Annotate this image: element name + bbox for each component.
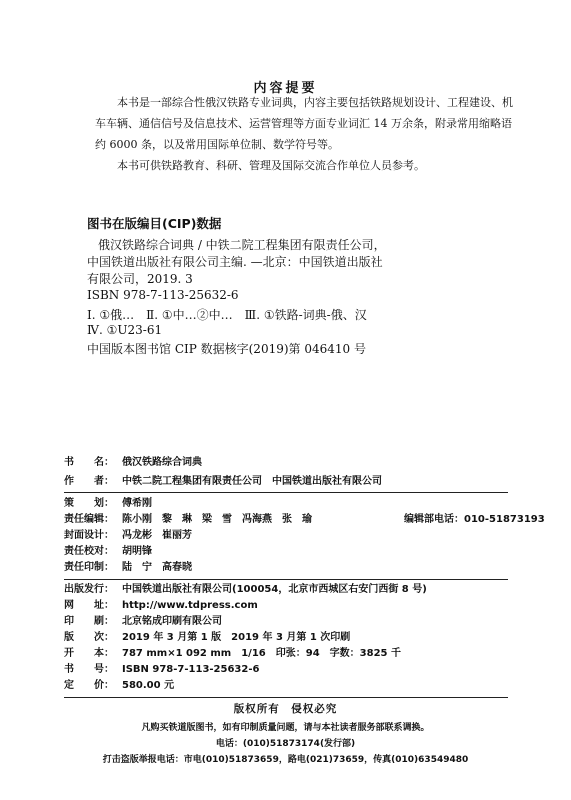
credit-label: 策 划： [64, 498, 114, 509]
credit-label: 定 价： [64, 680, 114, 691]
intro-title: 内容提要 [253, 81, 318, 96]
credit-label: 责任编辑： [64, 514, 114, 525]
credit-value: http://www.tdpress.com [122, 600, 258, 611]
credit-label: 责任印制： [64, 562, 114, 573]
credit-label: 责任校对： [64, 546, 114, 557]
cip-isbn: ISBN 978-7-113-25632-6 [87, 288, 239, 302]
credit-label: 书 名： [64, 457, 114, 468]
credit-value: 北京铭成印刷有限公司 [122, 616, 222, 627]
intro-line: 约 6000 条，以及常用国际单位制、数学符号等。 [95, 138, 339, 151]
credit-label: 书 号： [64, 664, 114, 675]
rights-notice: 凡购买铁道版图书，如有印制质量问题，请与本社读者服务部联系调换。 [141, 723, 430, 733]
divider [64, 492, 508, 493]
credit-value: 俄汉铁路综合词典 [122, 457, 202, 468]
credit-label: 出版发行： [64, 584, 114, 595]
cip-line: 中国铁道出版社有限公司主编. —北京：中国铁道出版社 [87, 255, 383, 269]
credit-label: 版 次： [64, 632, 114, 643]
credit-value: 787 mm×1 092 mm 1/16 印张：94 字数：3825 千 [122, 648, 401, 659]
credit-value: 傅希刚 [122, 498, 152, 509]
credit-value: 中国铁道出版社有限公司(100054，北京市西城区右安门西街 8 号) [122, 584, 427, 595]
credit-value: ISBN 978-7-113-25632-6 [122, 664, 260, 675]
intro-line: 本书可供铁路教育、科研、管理及国际交流合作单位人员参考。 [117, 159, 425, 172]
credit-value: 陆 宁 高春晓 [122, 562, 192, 573]
credit-label: 印 刷： [64, 616, 114, 627]
cip-line: 俄汉铁路综合词典 / 中铁二院工程集团有限责任公司， [98, 238, 386, 252]
credit-label: 开 本： [64, 648, 114, 659]
credit-label: 网 址： [64, 600, 114, 611]
rights-report: 打击盗版举报电话：市电(010)51873659，路电(021)73659，传真(010)63549480 [102, 755, 469, 765]
credit-label: 封面设计： [64, 530, 114, 541]
credit-value: 胡明锋 [122, 546, 152, 557]
credit-value: 陈小刚 黎 琳 梁 雪 冯海燕 张 瑜 [122, 514, 312, 525]
credit-value: 580.00 元 [122, 680, 175, 691]
rights-title: 版权所有 侵权必究 [233, 703, 338, 715]
divider [64, 697, 508, 698]
credit-label: 作 者： [64, 476, 114, 487]
credit-value: 冯龙彬 崔丽芳 [122, 530, 192, 541]
intro-line: 本书是一部综合性俄汉铁路专业词典，内容主要包括铁路规划设计、工程建设、机 [117, 96, 513, 109]
intro-line: 车车辆、通信信号及信息技术、运营管理等方面专业词汇 14 万余条，附录常用缩略语 [95, 117, 512, 130]
cip-heading: 图书在版编目(CIP)数据 [87, 216, 222, 231]
divider [64, 579, 508, 580]
cip-line: 有限公司，2019. 3 [87, 272, 193, 286]
cip-record: 中国版本图书馆 CIP 数据核字(2019)第 046410 号 [87, 342, 366, 356]
cip-class: Ⅳ. ①U23-61 [87, 323, 163, 337]
credit-value: 中铁二院工程集团有限责任公司 中国铁道出版社有限公司 [122, 476, 382, 487]
rights-phone: 电话：(010)51873174(发行部) [215, 739, 356, 749]
credit-value: 2019 年 3 月第 1 版 2019 年 3 月第 1 次印刷 [122, 632, 351, 643]
cip-class: Ⅰ. ①俄… Ⅱ. ①中…②中… Ⅲ. ①铁路-词典-俄、汉 [87, 308, 367, 322]
editor-phone: 编辑部电话：010-51873193 [404, 514, 545, 525]
